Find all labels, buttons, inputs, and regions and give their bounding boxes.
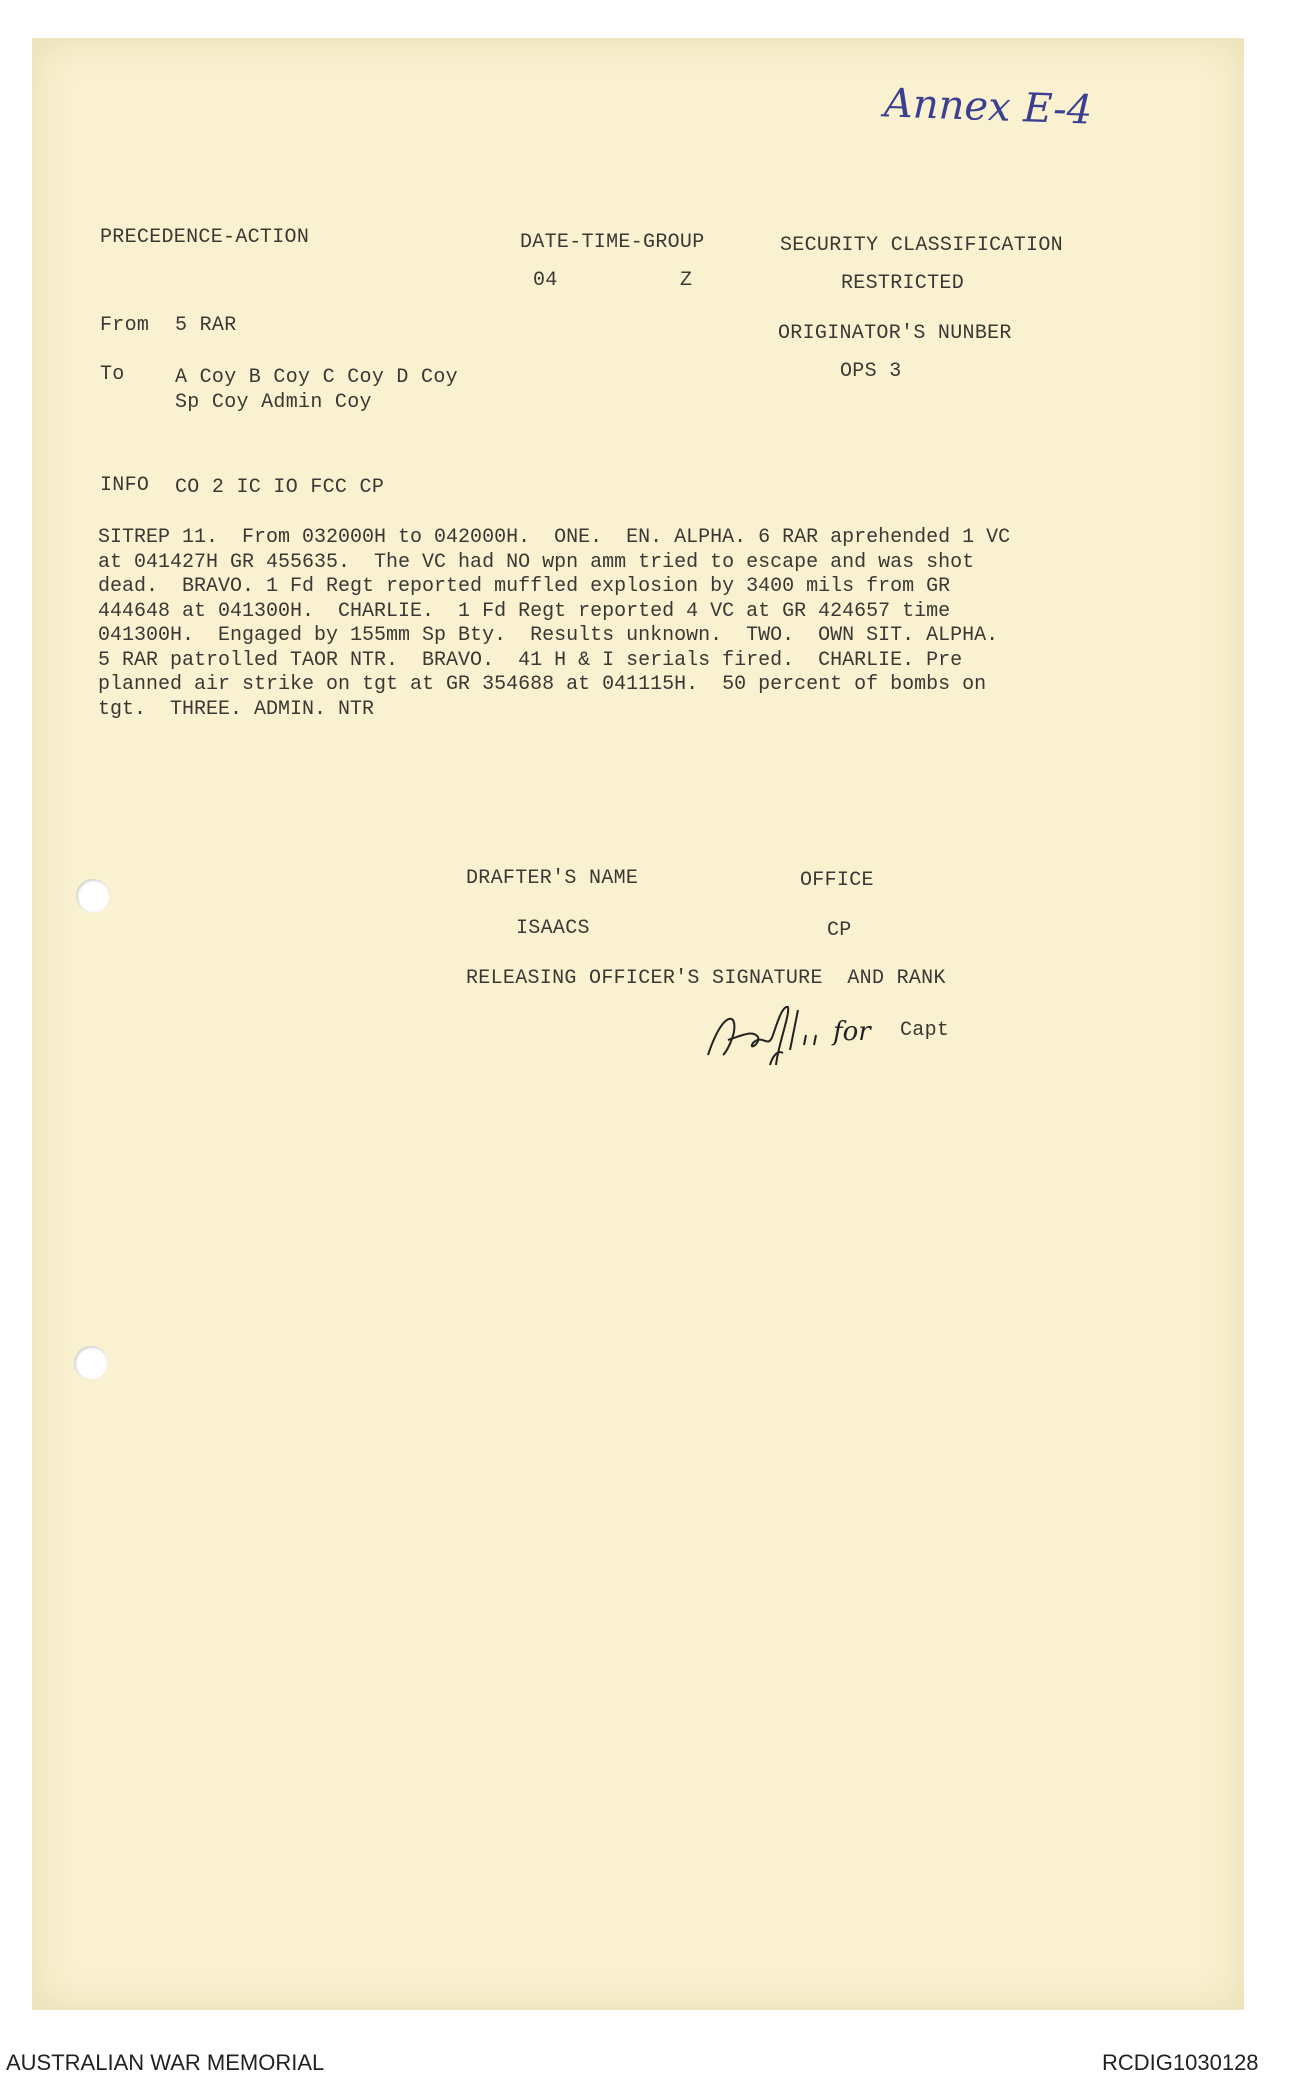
body-line: dead. BRAVO. 1 Fd Regt reported muffled explosion by 3400 mils from GR <box>98 575 951 598</box>
info-label: INFO <box>100 474 150 497</box>
body-line: 444648 at 041300H. CHARLIE. 1 Fd Regt reported 4 VC at GR 424657 time <box>98 599 951 623</box>
body-line: 041300H. Engaged by 155mm Sp Bty. Results unknown. TWO. OWN SIT. ALPHA. <box>98 624 999 647</box>
office-value: CP <box>827 919 852 942</box>
body-line: 5 RAR patrolled TAOR NTR. BRAVO. 41 H & I serials fired. CHARLIE. Pre <box>98 648 963 672</box>
handwritten-signature <box>698 995 878 1085</box>
punch-hole-bottom <box>74 1346 108 1380</box>
rank-value: Capt <box>900 1019 950 1042</box>
releasing-officer-label: RELEASING OFFICER'S SIGNATURE AND RANK <box>466 967 946 990</box>
footer-left: AUSTRALIAN WAR MEMORIAL <box>6 2050 325 2075</box>
originator-number-value: OPS 3 <box>840 360 902 383</box>
dtg-label: DATE-TIME-GROUP <box>520 231 705 254</box>
footer-right: RCDIG1030128 <box>1102 2050 1259 2075</box>
from-label: From <box>100 314 150 337</box>
signature-for-text: for <box>833 1017 871 1047</box>
office-label: OFFICE <box>800 869 874 892</box>
to-line-2: Sp Coy Admin Coy <box>175 391 372 414</box>
sitrep-body <box>98 526 1058 722</box>
to-label: To <box>100 363 125 386</box>
dtg-day: 04 <box>533 269 558 292</box>
body-line: tgt. THREE. ADMIN. NTR <box>98 697 375 721</box>
originator-number-label: ORIGINATOR'S NUNBER <box>778 322 1012 345</box>
body-line: SITREP 11. From 032000H to 042000H. ONE. EN. ALPHA. 6 RAR aprehended 1 VC <box>98 526 1011 549</box>
drafter-name-value: ISAACS <box>516 917 590 940</box>
info-value: CO 2 IC IO FCC CP <box>175 476 385 499</box>
to-line-1: A Coy B Coy C Coy D Coy <box>175 366 458 389</box>
drafter-name-label: DRAFTER'S NAME <box>466 867 639 890</box>
security-classification-label: SECURITY CLASSIFICATION <box>780 234 1063 257</box>
security-classification-value: RESTRICTED <box>841 272 965 295</box>
punch-hole-top <box>76 879 110 913</box>
body-line: planned air strike on tgt at GR 354688 at 041115H. 50 percent of bombs on <box>98 673 987 696</box>
precedence-label: PRECEDENCE-ACTION <box>100 226 310 249</box>
handwritten-annex-note: Annex E-4 <box>883 80 1094 134</box>
body-line: at 041427H GR 455635. The VC had NO wpn amm tried to escape and was shot <box>98 550 975 574</box>
dtg-zone: Z <box>680 269 693 292</box>
from-value: 5 RAR <box>175 314 237 337</box>
